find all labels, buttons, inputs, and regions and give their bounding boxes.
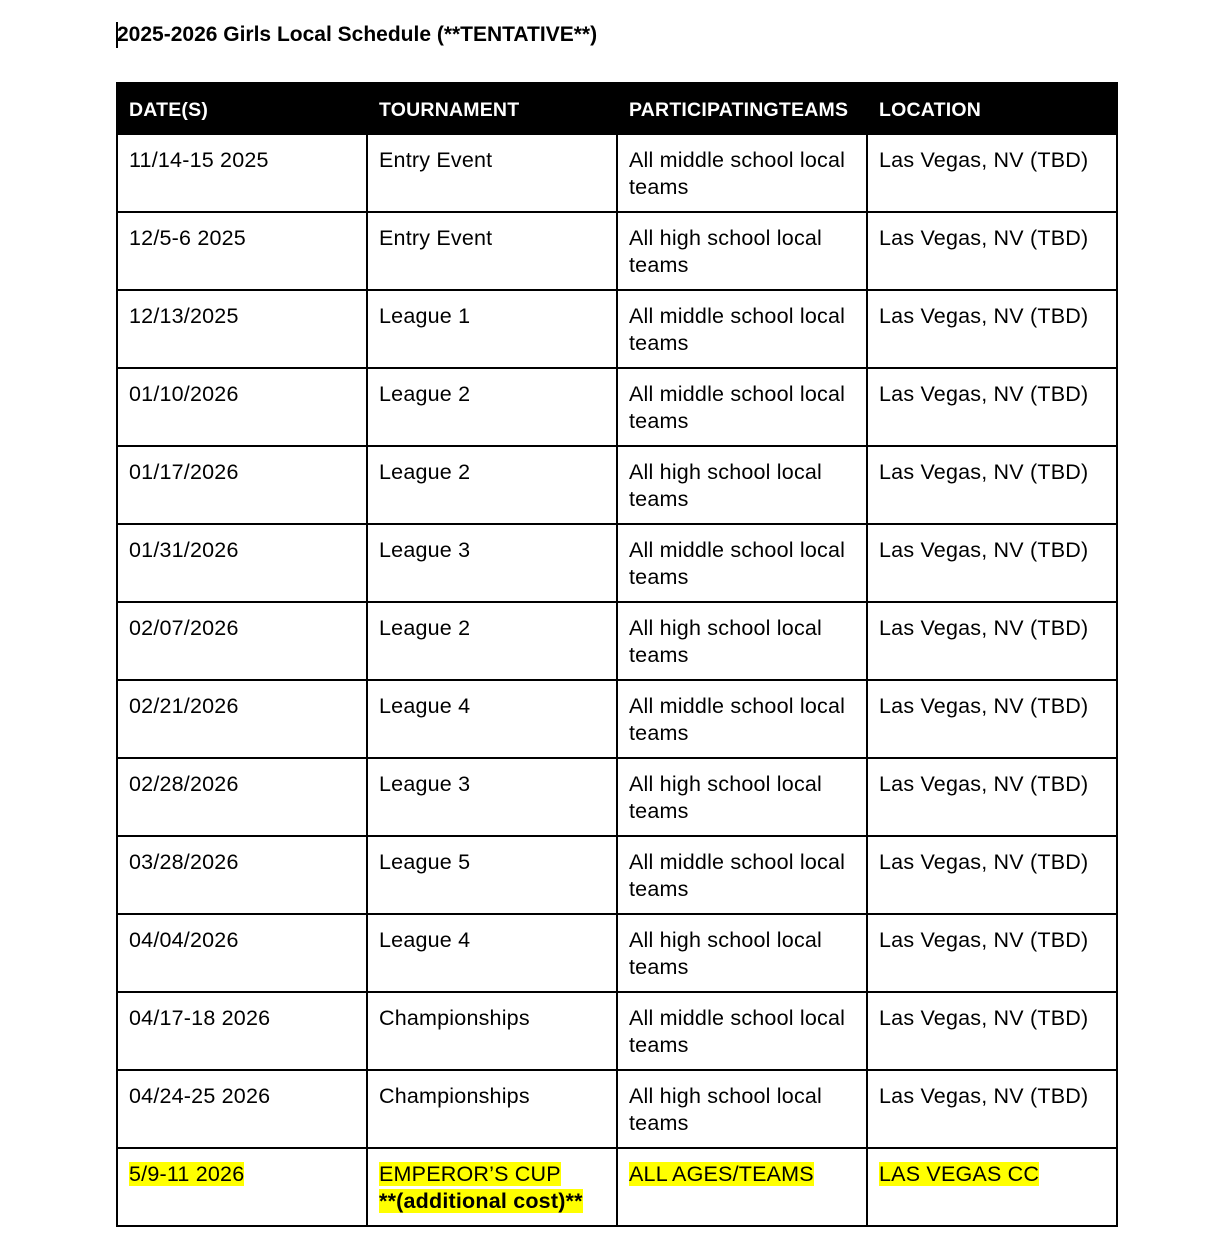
header-location: LOCATION xyxy=(867,83,1117,134)
cell-location: Las Vegas, NV (TBD) xyxy=(867,290,1117,368)
highlighted-cost-note: **(additional cost)** xyxy=(379,1189,583,1213)
cell-teams: All middle school local teams xyxy=(617,524,867,602)
table-row xyxy=(117,602,1117,680)
table-row xyxy=(117,212,1117,290)
cell-tournament: Entry Event xyxy=(367,134,617,212)
table-row xyxy=(117,524,1117,602)
table-row xyxy=(117,914,1117,992)
cell-teams: All high school local teams xyxy=(617,446,867,524)
schedule-table xyxy=(116,82,1118,1227)
cell-teams: All middle school local teams xyxy=(617,836,867,914)
cell-location: Las Vegas, NV (TBD) xyxy=(867,680,1117,758)
cell-teams: All middle school local teams xyxy=(617,134,867,212)
cell-date: 12/5-6 2025 xyxy=(117,212,367,290)
cell-tournament: League 4 xyxy=(367,680,617,758)
cell-teams: All middle school local teams xyxy=(617,680,867,758)
cell-teams: All middle school local teams xyxy=(617,368,867,446)
cell-date: 12/13/2025 xyxy=(117,290,367,368)
highlighted-location: LAS VEGAS CC xyxy=(879,1162,1040,1186)
highlighted-tournament: EMPEROR’S CUP xyxy=(379,1162,561,1186)
cell-date: 04/24-25 2026 xyxy=(117,1070,367,1148)
cell-date: 01/31/2026 xyxy=(117,524,367,602)
cell-date: 04/04/2026 xyxy=(117,914,367,992)
cell-teams: All high school local teams xyxy=(617,212,867,290)
cell-location: Las Vegas, NV (TBD) xyxy=(867,446,1117,524)
cell-date: 02/07/2026 xyxy=(117,602,367,680)
cell-location: Las Vegas, NV (TBD) xyxy=(867,914,1117,992)
table-body xyxy=(117,134,1117,1226)
cell-tournament: Championships xyxy=(367,1070,617,1148)
cell-tournament: League 5 xyxy=(367,836,617,914)
table-row xyxy=(117,992,1117,1070)
cell-location: Las Vegas, NV (TBD) xyxy=(867,368,1117,446)
cell-tournament: League 3 xyxy=(367,524,617,602)
table-row xyxy=(117,368,1117,446)
cell-location: Las Vegas, NV (TBD) xyxy=(867,524,1117,602)
cell-date: 04/17-18 2026 xyxy=(117,992,367,1070)
table-row xyxy=(117,134,1117,212)
cell-date: 11/14-15 2025 xyxy=(117,134,367,212)
document-title: 2025-2026 Girls Local Schedule (**TENTATIVE**) xyxy=(117,23,598,46)
cell-teams: All high school local teams xyxy=(617,758,867,836)
cell-date: 01/10/2026 xyxy=(117,368,367,446)
cell-tournament xyxy=(367,1148,617,1226)
cell-location: Las Vegas, NV (TBD) xyxy=(867,992,1117,1070)
cell-location: Las Vegas, NV (TBD) xyxy=(867,836,1117,914)
cell-tournament: League 4 xyxy=(367,914,617,992)
cell-location: Las Vegas, NV (TBD) xyxy=(867,1070,1117,1148)
cell-teams: All high school local teams xyxy=(617,914,867,992)
cell-teams xyxy=(617,1148,867,1226)
header-teams: PARTICIPATINGTEAMS xyxy=(617,83,867,134)
cell-date: 02/21/2026 xyxy=(117,680,367,758)
highlighted-date: 5/9-11 2026 xyxy=(129,1162,245,1186)
cell-location: Las Vegas, NV (TBD) xyxy=(867,212,1117,290)
table-row xyxy=(117,290,1117,368)
cell-tournament: League 3 xyxy=(367,758,617,836)
cell-date: 03/28/2026 xyxy=(117,836,367,914)
cell-tournament: Entry Event xyxy=(367,212,617,290)
highlighted-teams: ALL AGES/TEAMS xyxy=(629,1162,814,1186)
table-row xyxy=(117,836,1117,914)
cell-date xyxy=(117,1148,367,1226)
cell-tournament: Championships xyxy=(367,992,617,1070)
table-header xyxy=(117,83,1117,134)
table-row xyxy=(117,758,1117,836)
cell-tournament: League 2 xyxy=(367,368,617,446)
cell-location xyxy=(867,1148,1117,1226)
cell-teams: All high school local teams xyxy=(617,1070,867,1148)
table-row-highlighted xyxy=(117,1148,1117,1226)
cell-location: Las Vegas, NV (TBD) xyxy=(867,134,1117,212)
cell-date: 01/17/2026 xyxy=(117,446,367,524)
table-row xyxy=(117,680,1117,758)
table-row xyxy=(117,446,1117,524)
cell-teams: All high school local teams xyxy=(617,602,867,680)
cell-location: Las Vegas, NV (TBD) xyxy=(867,602,1117,680)
header-dates: DATE(S) xyxy=(117,83,367,134)
cell-date: 02/28/2026 xyxy=(117,758,367,836)
cell-tournament: League 2 xyxy=(367,446,617,524)
cell-tournament: League 1 xyxy=(367,290,617,368)
cell-tournament: League 2 xyxy=(367,602,617,680)
cell-teams: All middle school local teams xyxy=(617,992,867,1070)
cell-teams: All middle school local teams xyxy=(617,290,867,368)
header-row xyxy=(117,83,1117,134)
table-row xyxy=(117,1070,1117,1148)
cell-location: Las Vegas, NV (TBD) xyxy=(867,758,1117,836)
header-tournament: TOURNAMENT xyxy=(367,83,617,134)
